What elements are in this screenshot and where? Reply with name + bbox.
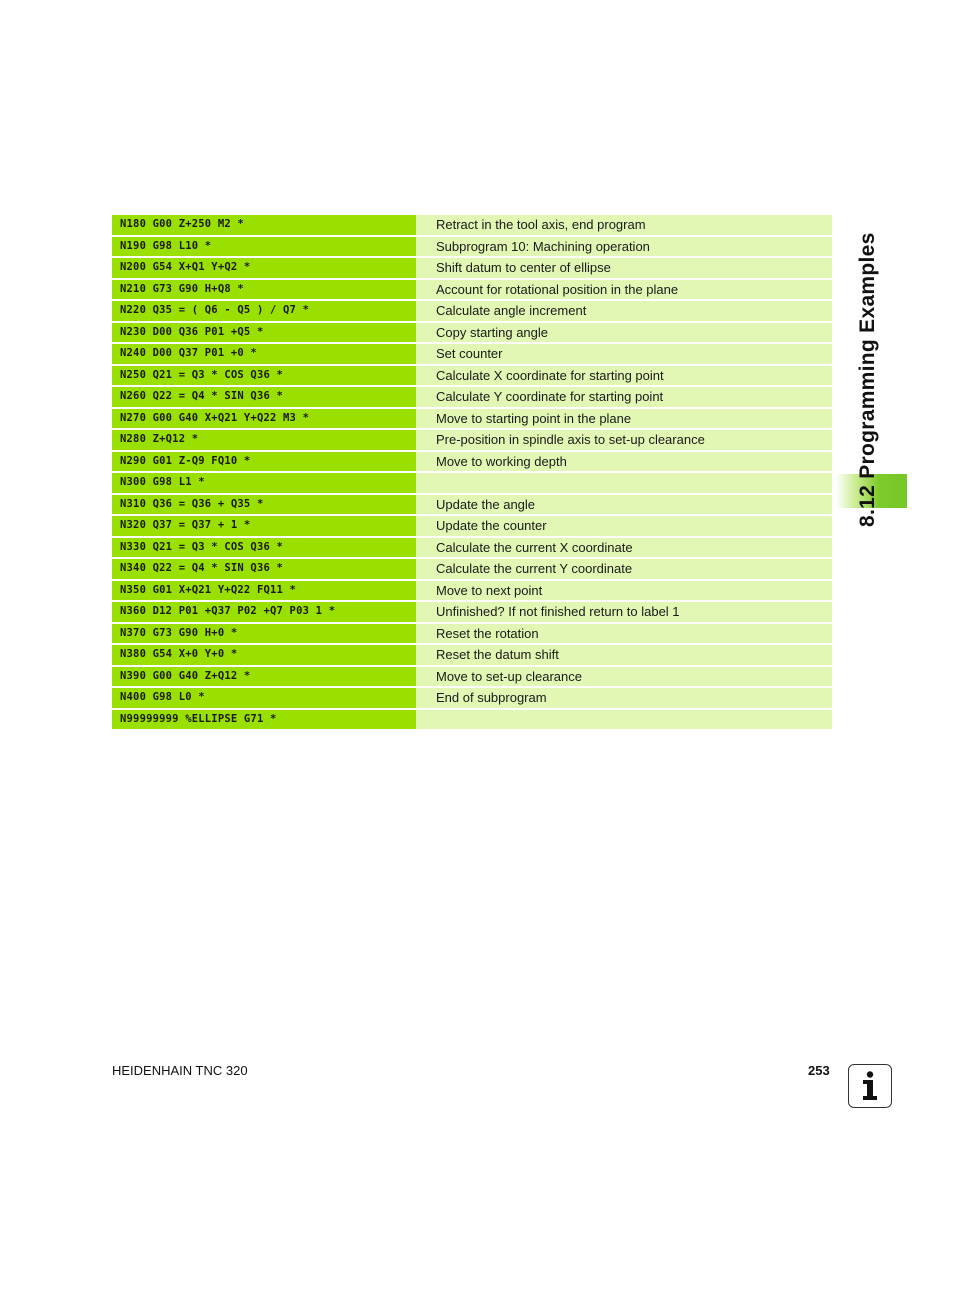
table-row — [112, 258, 832, 278]
nc-code-cell: N330 Q21 = Q3 * COS Q36 * — [112, 538, 416, 558]
comment-cell: Account for rotational position in the plane — [416, 280, 832, 300]
table-row — [112, 645, 832, 665]
nc-code-cell: N240 D00 Q37 P01 +0 * — [112, 344, 416, 364]
table-row — [112, 366, 832, 386]
page-number: 253 — [808, 1063, 830, 1078]
nc-code-cell: N400 G98 L0 * — [112, 688, 416, 708]
table-row — [112, 237, 832, 257]
comment-cell — [416, 473, 832, 493]
nc-code-cell: N340 Q22 = Q4 * SIN Q36 * — [112, 559, 416, 579]
nc-code-cell: N390 G00 G40 Z+Q12 * — [112, 667, 416, 687]
nc-code-cell: N99999999 %ELLIPSE G71 * — [112, 710, 416, 730]
table-row — [112, 688, 832, 708]
comment-cell — [416, 710, 832, 730]
nc-code-cell: N260 Q22 = Q4 * SIN Q36 * — [112, 387, 416, 407]
comment-cell: Calculate Y coordinate for starting point — [416, 387, 832, 407]
nc-code-cell: N280 Z+Q12 * — [112, 430, 416, 450]
table-row — [112, 280, 832, 300]
table-row — [112, 452, 832, 472]
comment-cell: Update the angle — [416, 495, 832, 515]
nc-code-cell: N300 G98 L1 * — [112, 473, 416, 493]
table-row — [112, 215, 832, 235]
nc-code-cell: N290 G01 Z-Q9 FQ10 * — [112, 452, 416, 472]
comment-cell: Unfinished? If not finished return to label 1 — [416, 602, 832, 622]
comment-cell: Pre-position in spindle axis to set-up clearance — [416, 430, 832, 450]
comment-cell: End of subprogram — [416, 688, 832, 708]
comment-cell: Calculate X coordinate for starting point — [416, 366, 832, 386]
section-title: 8.12 Programming Examples — [856, 232, 879, 527]
table-row — [112, 710, 832, 730]
footer-product-name: HEIDENHAIN TNC 320 — [112, 1063, 248, 1078]
table-row — [112, 516, 832, 536]
table-row — [112, 344, 832, 364]
table-row — [112, 387, 832, 407]
nc-code-cell: N370 G73 G90 H+0 * — [112, 624, 416, 644]
comment-cell: Move to set-up clearance — [416, 667, 832, 687]
comment-cell: Update the counter — [416, 516, 832, 536]
comment-cell: Subprogram 10: Machining operation — [416, 237, 832, 257]
comment-cell: Move to next point — [416, 581, 832, 601]
nc-code-cell: N270 G00 G40 X+Q21 Y+Q22 M3 * — [112, 409, 416, 429]
comment-cell: Shift datum to center of ellipse — [416, 258, 832, 278]
table-row — [112, 409, 832, 429]
nc-code-cell: N250 Q21 = Q3 * COS Q36 * — [112, 366, 416, 386]
table-row — [112, 495, 832, 515]
nc-code-cell: N360 D12 P01 +Q37 P02 +Q7 P03 1 * — [112, 602, 416, 622]
nc-code-cell: N220 Q35 = ( Q6 - Q5 ) / Q7 * — [112, 301, 416, 321]
nc-code-cell: N180 G00 Z+250 M2 * — [112, 215, 416, 235]
table-row — [112, 559, 832, 579]
comment-cell: Set counter — [416, 344, 832, 364]
table-row — [112, 323, 832, 343]
table-row — [112, 667, 832, 687]
table-row — [112, 430, 832, 450]
nc-code-cell: N210 G73 G90 H+Q8 * — [112, 280, 416, 300]
table-row — [112, 538, 832, 558]
table-row — [112, 473, 832, 493]
table-row — [112, 581, 832, 601]
comment-cell: Retract in the tool axis, end program — [416, 215, 832, 235]
nc-code-cell: N380 G54 X+0 Y+0 * — [112, 645, 416, 665]
comment-cell: Reset the datum shift — [416, 645, 832, 665]
nc-code-cell: N320 Q37 = Q37 + 1 * — [112, 516, 416, 536]
nc-code-cell: N230 D00 Q36 P01 +Q5 * — [112, 323, 416, 343]
comment-cell: Calculate angle increment — [416, 301, 832, 321]
comment-cell: Copy starting angle — [416, 323, 832, 343]
comment-cell: Calculate the current Y coordinate — [416, 559, 832, 579]
nc-code-cell: N350 G01 X+Q21 Y+Q22 FQ11 * — [112, 581, 416, 601]
info-icon — [848, 1064, 892, 1108]
nc-code-cell: N310 Q36 = Q36 + Q35 * — [112, 495, 416, 515]
comment-cell: Calculate the current X coordinate — [416, 538, 832, 558]
table-row — [112, 301, 832, 321]
comment-cell: Move to working depth — [416, 452, 832, 472]
table-row — [112, 624, 832, 644]
table-row — [112, 602, 832, 622]
nc-code-cell: N200 G54 X+Q1 Y+Q2 * — [112, 258, 416, 278]
comment-cell: Move to starting point in the plane — [416, 409, 832, 429]
program-listing-table — [112, 215, 832, 731]
comment-cell: Reset the rotation — [416, 624, 832, 644]
nc-code-cell: N190 G98 L10 * — [112, 237, 416, 257]
